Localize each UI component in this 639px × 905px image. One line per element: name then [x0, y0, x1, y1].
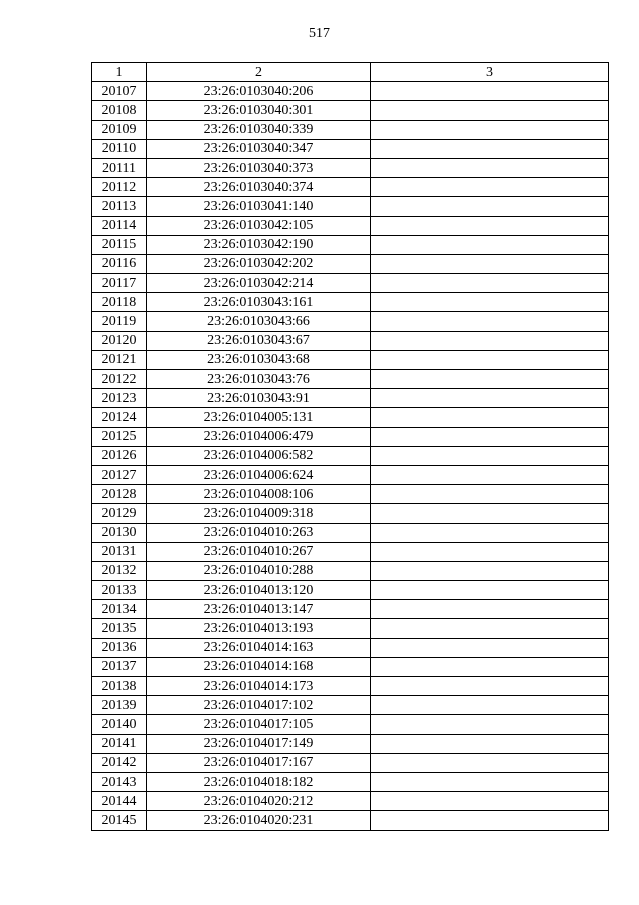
table-cell-col-3 [371, 677, 609, 696]
table-row [92, 331, 609, 350]
table-cell-col-3 [371, 446, 609, 465]
table-cell-col-3 [371, 274, 609, 293]
column-header-1: 1 [92, 63, 147, 82]
table-cell-col-2: 23:26:0103043:91 [147, 389, 371, 408]
table-row [92, 101, 609, 120]
table-cell-col-1: 20121 [92, 350, 147, 369]
table-cell-col-3 [371, 427, 609, 446]
table-row [92, 389, 609, 408]
table-cell-col-2: 23:26:0103040:206 [147, 82, 371, 101]
table-cell-col-1: 20139 [92, 696, 147, 715]
table-cell-col-2: 23:26:0104014:163 [147, 638, 371, 657]
table-cell-col-2: 23:26:0103042:190 [147, 235, 371, 254]
table-cell-col-3 [371, 561, 609, 580]
table-cell-col-3 [371, 772, 609, 791]
table-cell-col-1: 20107 [92, 82, 147, 101]
page-number: 517 [309, 26, 330, 41]
table-row [92, 600, 609, 619]
table-cell-col-2: 23:26:0104013:193 [147, 619, 371, 638]
table-row [92, 370, 609, 389]
table-cell-col-3 [371, 523, 609, 542]
table-row [92, 581, 609, 600]
table-cell-col-1: 20110 [92, 139, 147, 158]
table-cell-col-2: 23:26:0103042:105 [147, 216, 371, 235]
table-cell-col-2: 23:26:0104017:102 [147, 696, 371, 715]
table-cell-col-1: 20143 [92, 772, 147, 791]
table-cell-col-2: 23:26:0104014:168 [147, 657, 371, 676]
table-cell-col-1: 20131 [92, 542, 147, 561]
table-row [92, 350, 609, 369]
table-row [92, 312, 609, 331]
table-row [92, 235, 609, 254]
table-cell-col-2: 23:26:0104013:147 [147, 600, 371, 619]
table-row [92, 792, 609, 811]
column-header-3: 3 [371, 63, 609, 82]
table-cell-col-2: 23:26:0104009:318 [147, 504, 371, 523]
table-cell-col-3 [371, 408, 609, 427]
table-cell-col-1: 20145 [92, 811, 147, 830]
table-cell-col-1: 20114 [92, 216, 147, 235]
table-cell-col-3 [371, 581, 609, 600]
table-cell-col-1: 20135 [92, 619, 147, 638]
table-cell-col-3 [371, 734, 609, 753]
table-cell-col-3 [371, 293, 609, 312]
table-row [92, 504, 609, 523]
table-row [92, 638, 609, 657]
table-cell-col-3 [371, 331, 609, 350]
table-cell-col-3 [371, 465, 609, 484]
table-cell-col-1: 20116 [92, 254, 147, 273]
table-cell-col-2: 23:26:0103040:347 [147, 139, 371, 158]
table-cell-col-1: 20111 [92, 158, 147, 177]
table-cell-col-1: 20130 [92, 523, 147, 542]
table-cell-col-3 [371, 638, 609, 657]
table-cell-col-3 [371, 82, 609, 101]
table-row [92, 772, 609, 791]
table-cell-col-3 [371, 350, 609, 369]
table-row [92, 523, 609, 542]
table-cell-col-3 [371, 254, 609, 273]
table-cell-col-1: 20137 [92, 657, 147, 676]
table-cell-col-1: 20128 [92, 485, 147, 504]
table-cell-col-2: 23:26:0104006:582 [147, 446, 371, 465]
table-row [92, 677, 609, 696]
table-cell-col-3 [371, 753, 609, 772]
table-cell-col-2: 23:26:0104018:182 [147, 772, 371, 791]
table-cell-col-1: 20118 [92, 293, 147, 312]
table-cell-col-1: 20142 [92, 753, 147, 772]
table-row [92, 485, 609, 504]
table-cell-col-3 [371, 370, 609, 389]
table-cell-col-2: 23:26:0103043:76 [147, 370, 371, 389]
table-cell-col-1: 20113 [92, 197, 147, 216]
table-row [92, 139, 609, 158]
table-row [92, 542, 609, 561]
table-row [92, 734, 609, 753]
table-row [92, 446, 609, 465]
table-cell-col-1: 20132 [92, 561, 147, 580]
table-cell-col-3 [371, 792, 609, 811]
table-row [92, 197, 609, 216]
table-cell-col-2: 23:26:0103043:67 [147, 331, 371, 350]
table-cell-col-2: 23:26:0103042:202 [147, 254, 371, 273]
table-cell-col-2: 23:26:0104008:106 [147, 485, 371, 504]
table-row [92, 696, 609, 715]
table-cell-col-3 [371, 715, 609, 734]
table-cell-col-3 [371, 120, 609, 139]
table-cell-col-1: 20134 [92, 600, 147, 619]
table-row [92, 465, 609, 484]
table-cell-col-1: 20140 [92, 715, 147, 734]
table-cell-col-2: 23:26:0103040:373 [147, 158, 371, 177]
table-cell-col-1: 20127 [92, 465, 147, 484]
table-cell-col-3 [371, 235, 609, 254]
table-cell-col-3 [371, 504, 609, 523]
table-cell-col-2: 23:26:0104020:212 [147, 792, 371, 811]
table-row [92, 274, 609, 293]
table-cell-col-3 [371, 811, 609, 830]
table-cell-col-2: 23:26:0103043:161 [147, 293, 371, 312]
table-cell-col-1: 20124 [92, 408, 147, 427]
table-row [92, 657, 609, 676]
table-cell-col-1: 20109 [92, 120, 147, 139]
table-row [92, 120, 609, 139]
table-cell-col-1: 20119 [92, 312, 147, 331]
table-cell-col-1: 20112 [92, 178, 147, 197]
table-cell-col-1: 20115 [92, 235, 147, 254]
table-cell-col-1: 20122 [92, 370, 147, 389]
table-cell-col-2: 23:26:0104017:167 [147, 753, 371, 772]
table-header [92, 63, 609, 82]
table-cell-col-2: 23:26:0103043:66 [147, 312, 371, 331]
table-row [92, 619, 609, 638]
table-cell-col-3 [371, 389, 609, 408]
table-cell-col-1: 20141 [92, 734, 147, 753]
table-cell-col-2: 23:26:0103040:374 [147, 178, 371, 197]
table-cell-col-1: 20138 [92, 677, 147, 696]
table-row [92, 254, 609, 273]
table-cell-col-1: 20129 [92, 504, 147, 523]
table-cell-col-3 [371, 158, 609, 177]
table-cell-col-1: 20136 [92, 638, 147, 657]
table-cell-col-3 [371, 485, 609, 504]
table-cell-col-1: 20120 [92, 331, 147, 350]
table-cell-col-3 [371, 542, 609, 561]
table-cell-col-3 [371, 178, 609, 197]
table-cell-col-1: 20125 [92, 427, 147, 446]
table-cell-col-3 [371, 619, 609, 638]
table-row [92, 293, 609, 312]
table-cell-col-3 [371, 600, 609, 619]
table-row [92, 408, 609, 427]
table-cell-col-2: 23:26:0103040:339 [147, 120, 371, 139]
table-cell-col-1: 20133 [92, 581, 147, 600]
table-row [92, 753, 609, 772]
table-cell-col-3 [371, 101, 609, 120]
table-cell-col-1: 20123 [92, 389, 147, 408]
data-table [91, 62, 609, 831]
table-cell-col-2: 23:26:0104010:267 [147, 542, 371, 561]
table-cell-col-1: 20126 [92, 446, 147, 465]
table-cell-col-2: 23:26:0104010:288 [147, 561, 371, 580]
table-row [92, 561, 609, 580]
table-cell-col-1: 20108 [92, 101, 147, 120]
table-cell-col-1: 20117 [92, 274, 147, 293]
table-row [92, 427, 609, 446]
table-cell-col-2: 23:26:0104013:120 [147, 581, 371, 600]
table-cell-col-3 [371, 657, 609, 676]
table-cell-col-2: 23:26:0104005:131 [147, 408, 371, 427]
table-cell-col-3 [371, 312, 609, 331]
table-cell-col-2: 23:26:0103042:214 [147, 274, 371, 293]
table-row [92, 216, 609, 235]
table-cell-col-2: 23:26:0103040:301 [147, 101, 371, 120]
table-cell-col-3 [371, 216, 609, 235]
table-cell-col-2: 23:26:0104006:624 [147, 465, 371, 484]
table-cell-col-3 [371, 197, 609, 216]
header-row [92, 63, 609, 82]
table-body [92, 82, 609, 830]
table-cell-col-2: 23:26:0104020:231 [147, 811, 371, 830]
table-cell-col-2: 23:26:0104006:479 [147, 427, 371, 446]
table-cell-col-2: 23:26:0104017:149 [147, 734, 371, 753]
table-cell-col-2: 23:26:0104014:173 [147, 677, 371, 696]
table-row [92, 811, 609, 830]
table-cell-col-2: 23:26:0103043:68 [147, 350, 371, 369]
table-row [92, 158, 609, 177]
table-cell-col-3 [371, 696, 609, 715]
column-header-2: 2 [147, 63, 371, 82]
table-row [92, 715, 609, 734]
table-cell-col-2: 23:26:0104017:105 [147, 715, 371, 734]
table-cell-col-2: 23:26:0104010:263 [147, 523, 371, 542]
table-row [92, 178, 609, 197]
table-row [92, 82, 609, 101]
table-cell-col-1: 20144 [92, 792, 147, 811]
table-cell-col-2: 23:26:0103041:140 [147, 197, 371, 216]
table-cell-col-3 [371, 139, 609, 158]
